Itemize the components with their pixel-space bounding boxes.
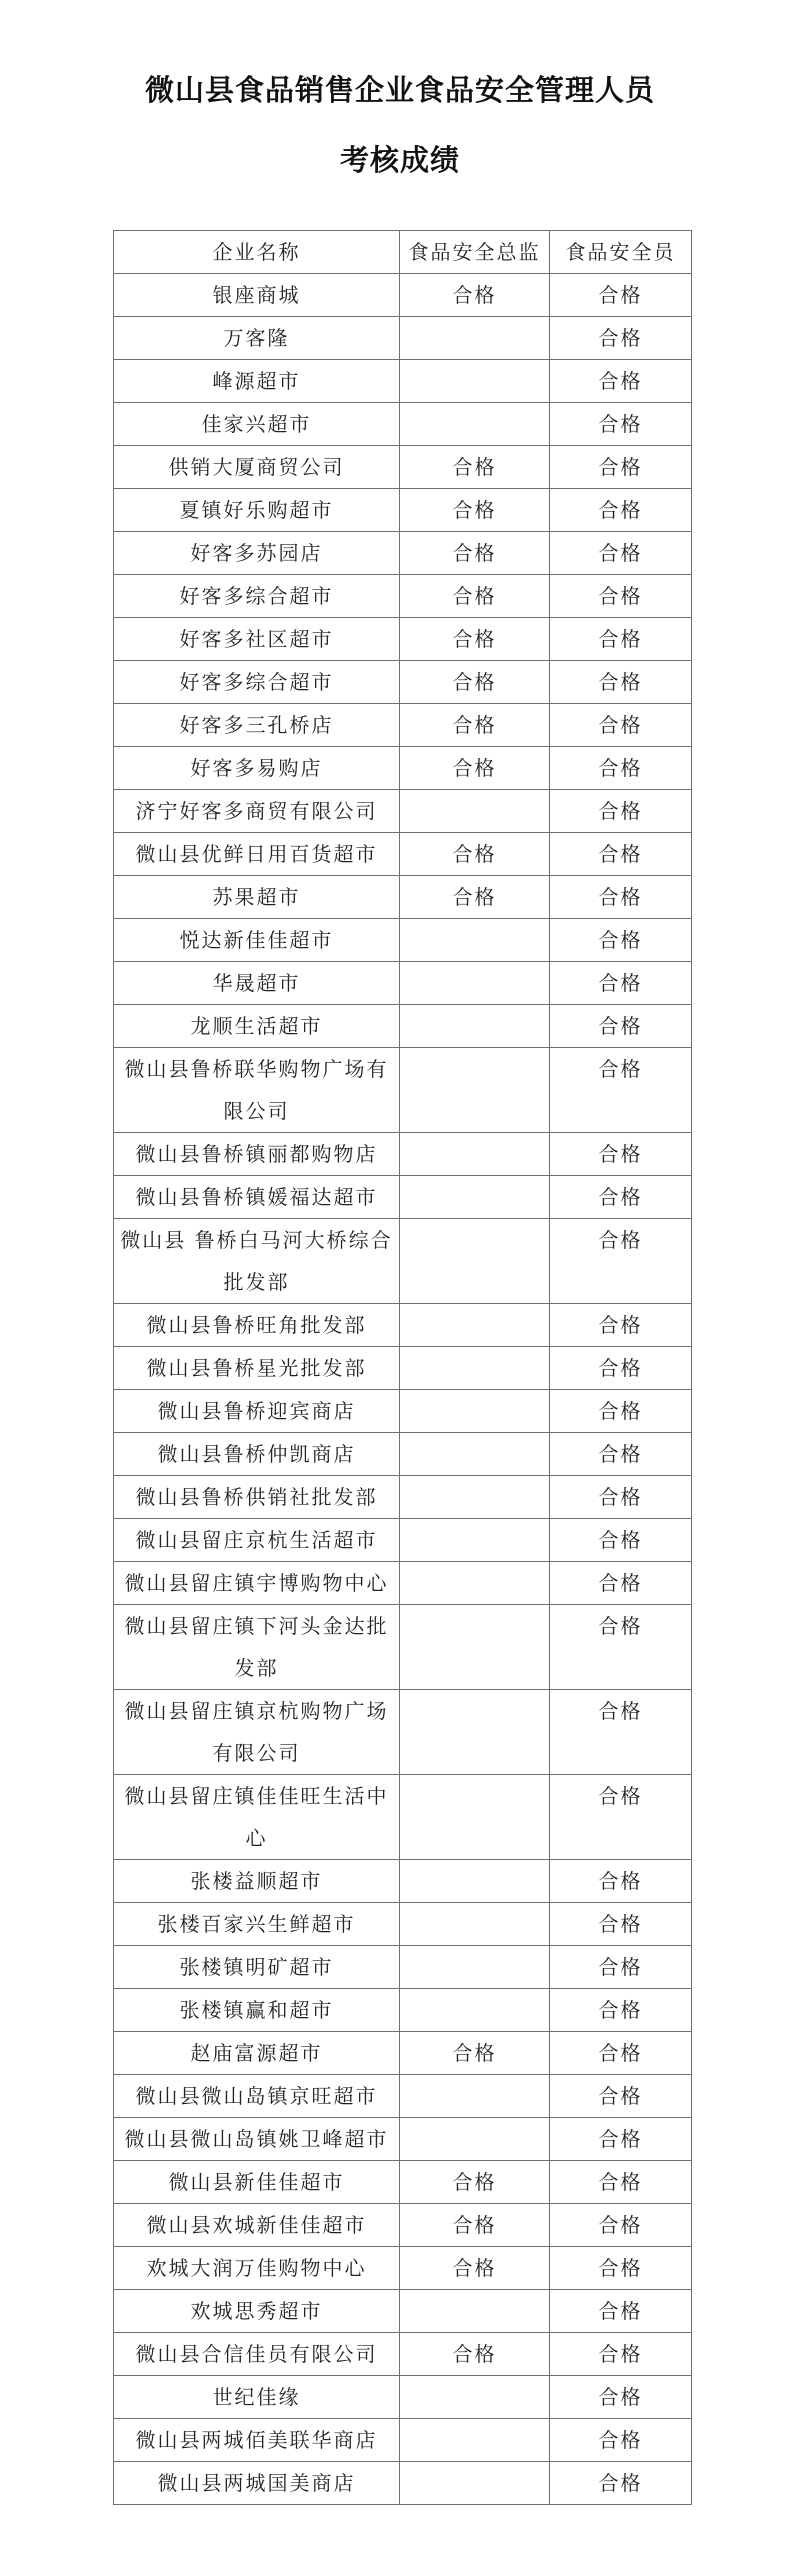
company-name-cell: 微山县留庄镇宇博购物中心 — [114, 1562, 400, 1605]
officer-result-cell: 合格 — [550, 575, 692, 618]
page-subtitle: 考核成绩 — [339, 143, 460, 177]
table-row — [114, 489, 692, 532]
table-row — [114, 1946, 692, 1989]
officer-result-cell: 合格 — [550, 1562, 692, 1605]
officer-result-cell: 合格 — [550, 2376, 692, 2419]
company-name-cell: 微山县优鲜日用百货超市 — [114, 833, 400, 876]
company-name-cell: 微山县留庄镇京杭购物广场有限公司 — [114, 1690, 400, 1775]
director-result-cell — [400, 1176, 550, 1219]
company-name-cell: 济宁好客多商贸有限公司 — [114, 790, 400, 833]
company-name-cell: 微山县鲁桥镇丽都购物店 — [114, 1133, 400, 1176]
officer-result-cell: 合格 — [550, 2161, 692, 2204]
table-row — [114, 1347, 692, 1390]
director-result-cell — [400, 2290, 550, 2333]
table-row — [114, 704, 692, 747]
officer-result-cell: 合格 — [550, 1390, 692, 1433]
director-result-cell: 合格 — [400, 2247, 550, 2290]
company-name-cell: 供销大厦商贸公司 — [114, 446, 400, 489]
table-row — [114, 317, 692, 360]
officer-result-cell: 合格 — [550, 1133, 692, 1176]
director-result-cell — [400, 1390, 550, 1433]
company-name-cell: 微山县鲁桥供销社批发部 — [114, 1476, 400, 1519]
table-row — [114, 403, 692, 446]
company-name-cell: 微山县鲁桥旺角批发部 — [114, 1304, 400, 1347]
officer-result-cell: 合格 — [550, 1476, 692, 1519]
officer-result-cell: 合格 — [550, 2032, 692, 2075]
officer-result-cell: 合格 — [550, 1903, 692, 1946]
officer-result-cell: 合格 — [550, 2333, 692, 2376]
company-name-cell: 微山县两城国美商店 — [114, 2462, 400, 2505]
director-result-cell: 合格 — [400, 2032, 550, 2075]
company-name-cell: 微山县微山岛镇京旺超市 — [114, 2075, 400, 2118]
table-row — [114, 2032, 692, 2075]
table-row — [114, 919, 692, 962]
table-row — [114, 274, 692, 317]
director-result-cell — [400, 2075, 550, 2118]
company-name-cell: 微山县鲁桥仲凯商店 — [114, 1433, 400, 1476]
company-name-cell: 夏镇好乐购超市 — [114, 489, 400, 532]
director-result-cell — [400, 1476, 550, 1519]
table-row — [114, 747, 692, 790]
director-result-cell — [400, 1775, 550, 1860]
table-row — [114, 661, 692, 704]
officer-result-cell: 合格 — [550, 747, 692, 790]
officer-result-cell: 合格 — [550, 876, 692, 919]
table-row — [114, 2290, 692, 2333]
officer-result-cell: 合格 — [550, 919, 692, 962]
officer-result-cell: 合格 — [550, 833, 692, 876]
director-result-cell — [400, 919, 550, 962]
director-result-cell: 合格 — [400, 2161, 550, 2204]
director-result-cell — [400, 2462, 550, 2505]
director-result-cell — [400, 1347, 550, 1390]
officer-result-cell: 合格 — [550, 661, 692, 704]
company-name-cell: 微山县微山岛镇姚卫峰超市 — [114, 2118, 400, 2161]
director-result-cell — [400, 360, 550, 403]
officer-result-cell: 合格 — [550, 274, 692, 317]
company-name-cell: 万客隆 — [114, 317, 400, 360]
director-result-cell — [400, 1005, 550, 1048]
director-result-cell — [400, 1433, 550, 1476]
officer-result-cell: 合格 — [550, 1989, 692, 2032]
table-row — [114, 1989, 692, 2032]
director-result-cell: 合格 — [400, 704, 550, 747]
table-row — [114, 962, 692, 1005]
table-row — [114, 2118, 692, 2161]
officer-result-cell: 合格 — [550, 403, 692, 446]
director-result-cell — [400, 1903, 550, 1946]
officer-result-cell: 合格 — [550, 1304, 692, 1347]
officer-result-cell: 合格 — [550, 2204, 692, 2247]
director-result-cell — [400, 962, 550, 1005]
company-name-cell: 张楼百家兴生鲜超市 — [114, 1903, 400, 1946]
table-row — [114, 1005, 692, 1048]
director-result-cell: 合格 — [400, 2204, 550, 2247]
company-name-cell: 微山县留庄京杭生活超市 — [114, 1519, 400, 1562]
results-table — [113, 230, 692, 2505]
company-name-cell: 微山县 鲁桥白马河大桥综合批发部 — [114, 1219, 400, 1304]
officer-result-cell: 合格 — [550, 2247, 692, 2290]
company-name-cell: 好客多苏园店 — [114, 532, 400, 575]
company-name-cell: 好客多综合超市 — [114, 661, 400, 704]
officer-result-cell: 合格 — [550, 1347, 692, 1390]
company-name-cell: 峰源超市 — [114, 360, 400, 403]
officer-result-cell: 合格 — [550, 1219, 692, 1304]
officer-result-cell: 合格 — [550, 1605, 692, 1690]
director-result-cell — [400, 1562, 550, 1605]
director-result-cell — [400, 1519, 550, 1562]
table-row — [114, 360, 692, 403]
officer-result-cell: 合格 — [550, 1860, 692, 1903]
officer-result-cell: 合格 — [550, 446, 692, 489]
officer-result-cell: 合格 — [550, 360, 692, 403]
company-name-cell: 银座商城 — [114, 274, 400, 317]
director-result-cell — [400, 2118, 550, 2161]
table-row — [114, 575, 692, 618]
director-result-cell: 合格 — [400, 876, 550, 919]
company-name-cell: 苏果超市 — [114, 876, 400, 919]
officer-result-cell: 合格 — [550, 704, 692, 747]
table-row — [114, 876, 692, 919]
table-row — [114, 1133, 692, 1176]
company-name-cell: 欢城大润万佳购物中心 — [114, 2247, 400, 2290]
director-result-cell: 合格 — [400, 661, 550, 704]
table-row — [114, 1304, 692, 1347]
officer-result-cell: 合格 — [550, 1775, 692, 1860]
column-header-officer: 食品安全员 — [550, 231, 692, 274]
director-result-cell: 合格 — [400, 747, 550, 790]
director-result-cell — [400, 1989, 550, 2032]
company-name-cell: 微山县鲁桥镇媛福达超市 — [114, 1176, 400, 1219]
page-title: 微山县食品销售企业食品安全管理人员 — [144, 73, 655, 107]
table-row — [114, 1775, 692, 1860]
table-row — [114, 1219, 692, 1304]
company-name-cell: 世纪佳缘 — [114, 2376, 400, 2419]
officer-result-cell: 合格 — [550, 532, 692, 575]
table-row — [114, 2462, 692, 2505]
table-row — [114, 1860, 692, 1903]
company-name-cell: 微山县鲁桥迎宾商店 — [114, 1390, 400, 1433]
company-name-cell: 张楼镇明矿超市 — [114, 1946, 400, 1989]
officer-result-cell: 合格 — [550, 1946, 692, 1989]
column-header-company: 企业名称 — [114, 231, 400, 274]
table-row — [114, 1048, 692, 1133]
company-name-cell: 好客多社区超市 — [114, 618, 400, 661]
officer-result-cell: 合格 — [550, 1690, 692, 1775]
director-result-cell — [400, 2376, 550, 2419]
company-name-cell: 欢城思秀超市 — [114, 2290, 400, 2333]
officer-result-cell: 合格 — [550, 1176, 692, 1219]
officer-result-cell: 合格 — [550, 1519, 692, 1562]
officer-result-cell: 合格 — [550, 790, 692, 833]
officer-result-cell: 合格 — [550, 962, 692, 1005]
table-row — [114, 1390, 692, 1433]
company-name-cell: 微山县欢城新佳佳超市 — [114, 2204, 400, 2247]
officer-result-cell: 合格 — [550, 2075, 692, 2118]
director-result-cell: 合格 — [400, 618, 550, 661]
table-row — [114, 2075, 692, 2118]
company-name-cell: 微山县合信佳员有限公司 — [114, 2333, 400, 2376]
company-name-cell: 龙顺生活超市 — [114, 1005, 400, 1048]
company-name-cell: 微山县留庄镇佳佳旺生活中心 — [114, 1775, 400, 1860]
table-row — [114, 2419, 692, 2462]
officer-result-cell: 合格 — [550, 1048, 692, 1133]
director-result-cell — [400, 317, 550, 360]
director-result-cell — [400, 1860, 550, 1903]
director-result-cell: 合格 — [400, 446, 550, 489]
director-result-cell — [400, 1690, 550, 1775]
table-row — [114, 2247, 692, 2290]
table-row — [114, 1690, 692, 1775]
company-name-cell: 好客多综合超市 — [114, 575, 400, 618]
director-result-cell — [400, 790, 550, 833]
company-name-cell: 佳家兴超市 — [114, 403, 400, 446]
company-name-cell: 微山县两城佰美联华商店 — [114, 2419, 400, 2462]
table-row — [114, 446, 692, 489]
company-name-cell: 张楼镇赢和超市 — [114, 1989, 400, 2032]
director-result-cell: 合格 — [400, 532, 550, 575]
table-row — [114, 790, 692, 833]
director-result-cell: 合格 — [400, 274, 550, 317]
company-name-cell: 悦达新佳佳超市 — [114, 919, 400, 962]
director-result-cell — [400, 403, 550, 446]
company-name-cell: 微山县鲁桥联华购物广场有限公司 — [114, 1048, 400, 1133]
table-row — [114, 1519, 692, 1562]
company-name-cell: 华晟超市 — [114, 962, 400, 1005]
column-header-director: 食品安全总监 — [400, 231, 550, 274]
table-row — [114, 1903, 692, 1946]
table-row — [114, 532, 692, 575]
company-name-cell: 微山县新佳佳超市 — [114, 2161, 400, 2204]
table-row — [114, 2333, 692, 2376]
table-header-row — [114, 231, 692, 274]
director-result-cell — [400, 1946, 550, 1989]
company-name-cell: 微山县留庄镇下河头金达批发部 — [114, 1605, 400, 1690]
company-name-cell: 好客多三孔桥店 — [114, 704, 400, 747]
company-name-cell: 赵庙富源超市 — [114, 2032, 400, 2075]
officer-result-cell: 合格 — [550, 317, 692, 360]
table-row — [114, 2161, 692, 2204]
table-row — [114, 833, 692, 876]
director-result-cell — [400, 1605, 550, 1690]
table-row — [114, 2204, 692, 2247]
table-row — [114, 1476, 692, 1519]
table-row — [114, 2376, 692, 2419]
table-row — [114, 1433, 692, 1476]
officer-result-cell: 合格 — [550, 2419, 692, 2462]
table-row — [114, 1176, 692, 1219]
table-row — [114, 618, 692, 661]
table-row — [114, 1605, 692, 1690]
director-result-cell — [400, 1048, 550, 1133]
officer-result-cell: 合格 — [550, 1005, 692, 1048]
officer-result-cell: 合格 — [550, 1433, 692, 1476]
director-result-cell: 合格 — [400, 2333, 550, 2376]
director-result-cell — [400, 1133, 550, 1176]
company-name-cell: 微山县鲁桥星光批发部 — [114, 1347, 400, 1390]
officer-result-cell: 合格 — [550, 489, 692, 532]
director-result-cell: 合格 — [400, 575, 550, 618]
director-result-cell: 合格 — [400, 489, 550, 532]
officer-result-cell: 合格 — [550, 2290, 692, 2333]
officer-result-cell: 合格 — [550, 2462, 692, 2505]
table-row — [114, 1562, 692, 1605]
director-result-cell — [400, 1304, 550, 1347]
officer-result-cell: 合格 — [550, 618, 692, 661]
director-result-cell — [400, 2419, 550, 2462]
director-result-cell — [400, 1219, 550, 1304]
company-name-cell: 好客多易购店 — [114, 747, 400, 790]
director-result-cell: 合格 — [400, 833, 550, 876]
company-name-cell: 张楼益顺超市 — [114, 1860, 400, 1903]
officer-result-cell: 合格 — [550, 2118, 692, 2161]
